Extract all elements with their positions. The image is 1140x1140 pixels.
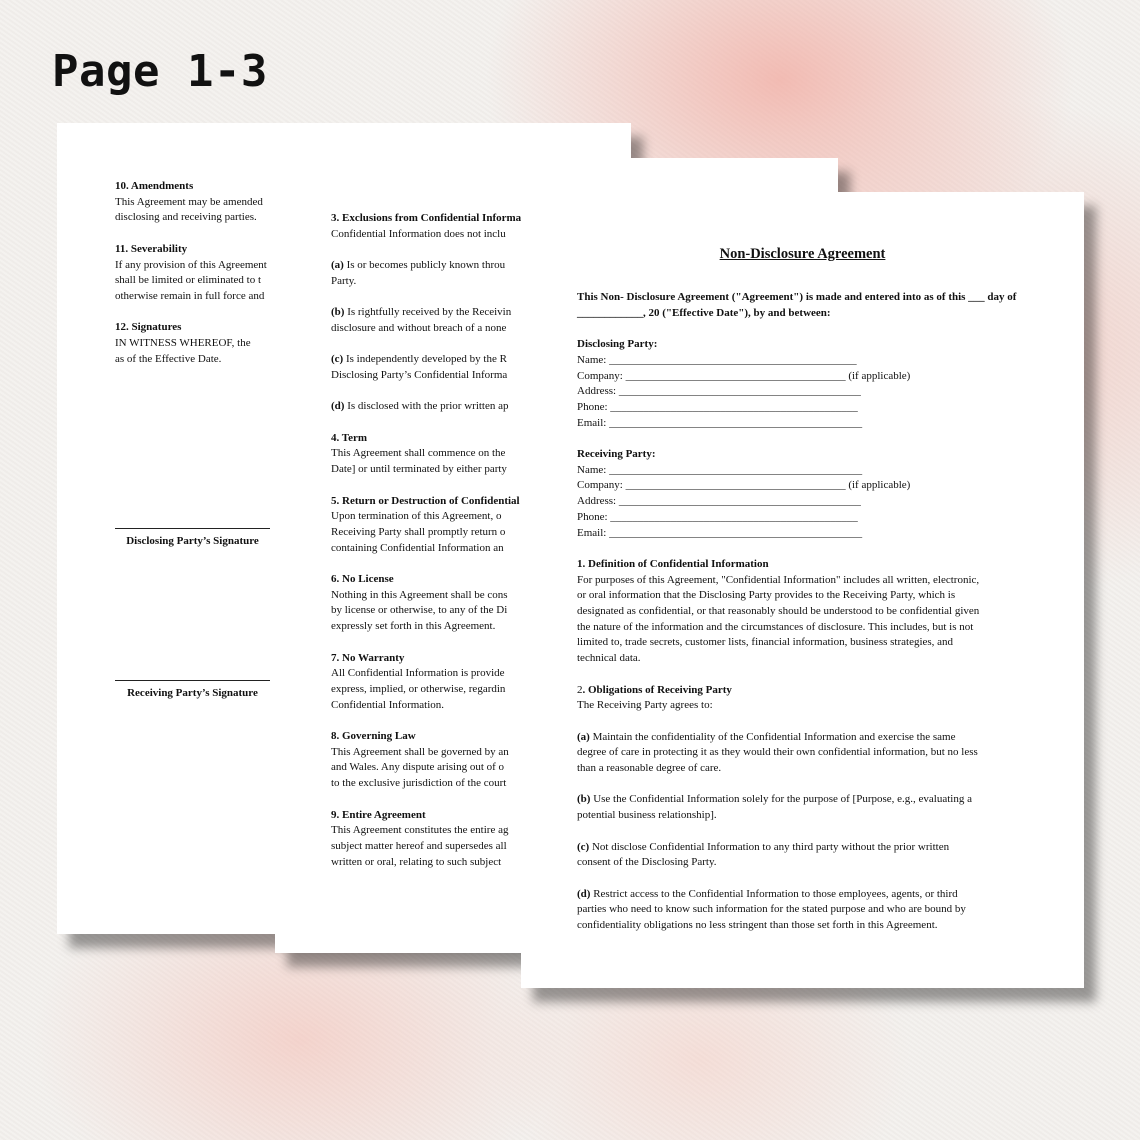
disclosing-address-field: Address: ____________________________________________ <box>577 385 861 398</box>
receiving-signature-line <box>115 680 270 681</box>
disclosing-signature-label: Disclosing Party’s Signature <box>126 535 259 547</box>
disclosing-phone-field: Phone: _____________________________________________ <box>577 400 858 413</box>
receiving-phone-field: Phone: _____________________________________________ <box>577 510 858 523</box>
disclosing-company-field: Company: ________________________________________ (if applicable) <box>577 369 911 382</box>
amendments-heading: 10. Amendments <box>115 180 194 192</box>
obligation-item-d-line: confidentiality obligations no less stringent than those set forth in this Agreement. <box>577 919 938 931</box>
disclosing-email-field: Email: ______________________________________________ <box>577 416 863 429</box>
no-warranty-line: express, implied, or otherwise, regardin <box>331 682 506 695</box>
obligation-item-b: (b) Use the Confidential Information solely for the purpose of [Purpose, e.g., evaluating a <box>577 793 972 806</box>
page-2-text <box>331 211 521 870</box>
intro-line: This Non- Disclosure Agreement ("Agreement") is made and entered into as of this ___ day of <box>577 291 1017 303</box>
obligation-item-d: (d) Restrict access to the Confidential Information to those employees, agents, or third <box>577 887 958 900</box>
obligation-item-a-line: than a reasonable degree of care. <box>577 762 722 775</box>
disclosing-name-field: Name: _____________________________________________ <box>577 353 857 366</box>
severability-line: otherwise remain in full force and <box>115 289 265 302</box>
obligation-item-a-line: degree of care in protecting it as they would their own confidential information, but no less <box>577 746 978 759</box>
governing-law-line: and Wales. Any dispute arising out of o <box>331 761 505 774</box>
signatures-heading: 12. Signatures <box>115 321 182 334</box>
amendments-line: This Agreement may be amended <box>115 195 263 208</box>
governing-law-line: This Agreement shall be governed by an <box>331 745 509 758</box>
governing-law-heading: 8. Governing Law <box>331 730 416 743</box>
no-warranty-heading: 7. No Warranty <box>331 651 405 664</box>
document-title: Non-Disclosure Agreement <box>719 246 886 262</box>
exclusion-item-b-line: disclosure and without breach of a none <box>331 321 507 334</box>
severability-line: shall be limited or eliminated to t <box>115 274 262 287</box>
no-license-line: Nothing in this Agreement shall be cons <box>331 588 508 601</box>
exclusion-item-c-line: Disclosing Party’s Confidential Informa <box>331 368 508 381</box>
exclusion-item-d: (d) Is disclosed with the prior written ap <box>331 400 509 413</box>
obligation-item-a: (a) Maintain the confidentiality of the Confidential Information and exercise the same <box>577 730 956 743</box>
term-line: Date] or until terminated by either party <box>331 463 507 476</box>
no-license-line: expressly set forth in this Agreement. <box>331 620 496 633</box>
obligations-heading: 2. Obligations of Receiving Party <box>577 683 732 696</box>
page-1-text <box>577 290 1016 934</box>
severability-heading: 11. Severability <box>115 242 188 255</box>
definition-line: technical data. <box>577 652 641 665</box>
receiving-signature-label: Receiving Party’s Signature <box>127 687 258 699</box>
amendments-line: disclosing and receiving parties. <box>115 211 257 224</box>
receiving-name-field: Name: ______________________________________________ <box>577 463 863 476</box>
definition-line: For purposes of this Agreement, "Confidential Information" includes all written, electronic, <box>577 573 980 586</box>
page-3-text <box>115 179 267 367</box>
term-line: This Agreement shall commence on the <box>331 447 506 460</box>
return-line: Receiving Party shall promptly return o <box>331 525 506 538</box>
document-page-1 <box>521 192 1084 988</box>
exclusion-item-a: (a) Is or becomes publicly known throu <box>331 259 506 272</box>
entire-agreement-line: written or oral, relating to such subject <box>331 855 502 868</box>
exclusions-heading: 3. Exclusions from Confidential Informa <box>331 212 522 224</box>
definition-line: limited to, trade secrets, customer lists, financial information, business strategies, and <box>577 636 954 649</box>
exclusion-item-c: (c) Is independently developed by the R <box>331 353 507 366</box>
return-line: Upon termination of this Agreement, o <box>331 510 502 523</box>
obligation-item-c: (c) Not disclose Confidential Information to any third party without the prior written <box>577 840 950 853</box>
definition-line: designated as confidential, or that reasonably should be understood to be confidential given <box>577 605 980 618</box>
intro-line: ____________, 20 ("Effective Date"), by and between: <box>577 306 831 319</box>
entire-agreement-line: subject matter hereof and supersedes all <box>331 839 507 852</box>
no-license-line: by license or otherwise, to any of the Di <box>331 604 508 617</box>
receiving-email-field: Email: ______________________________________________ <box>577 526 863 539</box>
entire-agreement-heading: 9. Entire Agreement <box>331 808 426 821</box>
no-license-heading: 6. No License <box>331 573 394 586</box>
severability-line: If any provision of this Agreement <box>115 258 267 271</box>
receiving-address-field: Address: ____________________________________________ <box>577 495 861 508</box>
obligations-line: The Receiving Party agrees to: <box>577 699 713 712</box>
term-heading: 4. Term <box>331 431 368 444</box>
signatures-line: IN WITNESS WHEREOF, the <box>115 337 251 349</box>
obligation-item-d-line: parties who need to know such information for the stated purpose and who are bound by <box>577 903 966 916</box>
receiving-party-heading: Receiving Party: <box>577 448 656 460</box>
definition-line: or oral information that the Disclosing Party provides to the Receiving Party, which is <box>577 589 956 602</box>
disclosing-party-heading: Disclosing Party: <box>577 338 658 351</box>
return-heading: 5. Return or Destruction of Confidential <box>331 494 520 507</box>
signatures-line: as of the Effective Date. <box>115 352 222 365</box>
exclusion-item-b: (b) Is rightfully received by the Receivin <box>331 306 512 319</box>
definition-line: the nature of the information and the circumstances of disclosure. This includes, but is not <box>577 620 974 633</box>
exclusion-item-a-line: Party. <box>331 274 357 287</box>
governing-law-line: to the exclusive jurisdiction of the court <box>331 777 507 790</box>
return-line: containing Confidential Information an <box>331 541 504 554</box>
entire-agreement-line: This Agreement constitutes the entire ag <box>331 824 509 837</box>
no-warranty-line: Confidential Information. <box>331 698 445 711</box>
exclusions-line: Confidential Information does not inclu <box>331 227 506 240</box>
no-warranty-line: All Confidential Information is provide <box>331 667 505 680</box>
disclosing-signature-line <box>115 528 270 529</box>
obligation-item-b-line: potential business relationship]. <box>577 809 717 822</box>
page-range-label: Page 1-3 <box>52 46 268 97</box>
definition-heading: 1. Definition of Confidential Information <box>577 557 769 570</box>
receiving-company-field: Company: ________________________________________ (if applicable) <box>577 479 911 492</box>
obligation-item-c-line: consent of the Disclosing Party. <box>577 856 717 869</box>
